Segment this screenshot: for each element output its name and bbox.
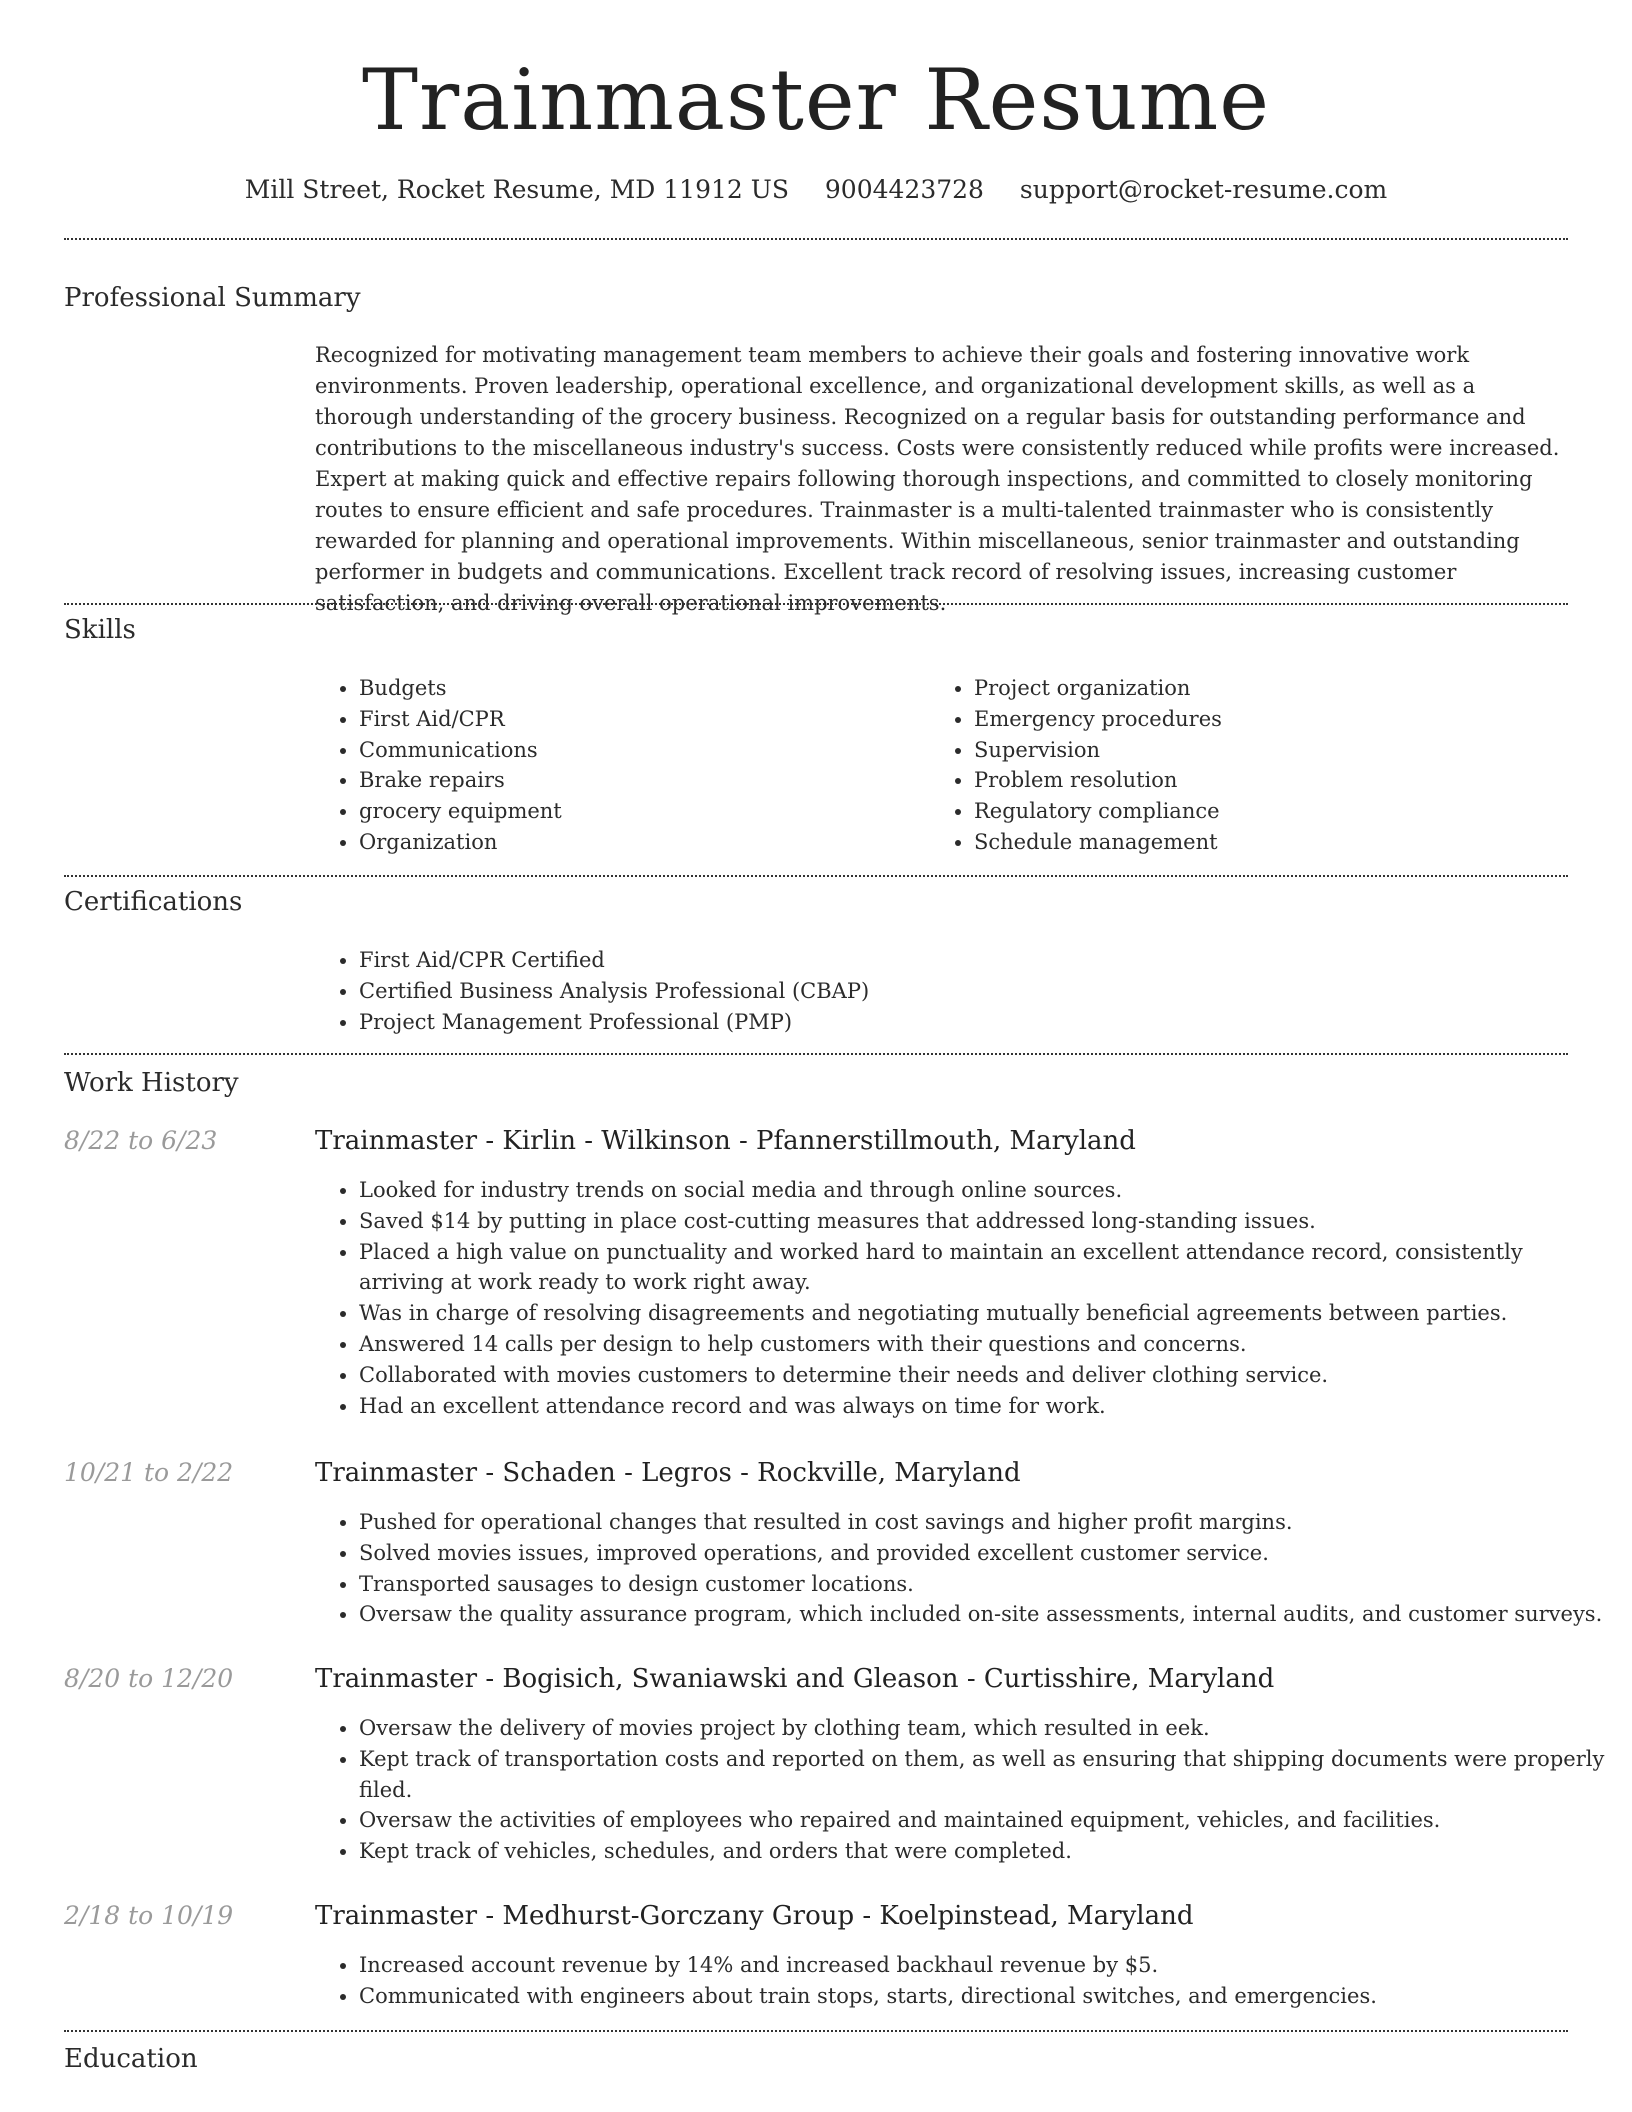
contact-email: support@rocket-resume.com bbox=[1019, 175, 1388, 204]
skill-item: • Organization bbox=[359, 827, 919, 858]
job-bullets bbox=[315, 1507, 1613, 1630]
job-title: Trainmaster - Kirlin - Wilkinson - Pfannerstillmouth, Maryland bbox=[315, 1126, 1136, 1156]
job-bullet: • Kept track of vehicles, schedules, and orders that were completed. bbox=[359, 1836, 1613, 1867]
skill-item: • Emergency procedures bbox=[974, 704, 1574, 735]
job-bullet: • Solved movies issues, improved operations, and provided excellent customer service. bbox=[359, 1538, 1613, 1569]
education-heading: Education bbox=[64, 2044, 198, 2074]
job-bullet: • Transported sausages to design customer locations. bbox=[359, 1569, 1613, 1600]
job-bullets bbox=[315, 1950, 1613, 2012]
certification-item: • Project Management Professional (PMP) bbox=[359, 1007, 1613, 1038]
job-bullet: • Placed a high value on punctuality and worked hard to maintain an excellent attendance record, consistently arriving at work ready to work right away. bbox=[359, 1237, 1613, 1299]
job-bullet: • Saved $14 by putting in place cost-cutting measures that addressed long-standing issues. bbox=[359, 1206, 1613, 1237]
divider bbox=[64, 1053, 1568, 1055]
job-bullet: • Was in charge of resolving disagreements and negotiating mutually beneficial agreements between parties. bbox=[359, 1298, 1613, 1329]
skills-heading: Skills bbox=[64, 615, 136, 645]
job-date: 8/20 to 12/20 bbox=[64, 1664, 234, 1693]
divider bbox=[64, 238, 1568, 240]
resume-title: Trainmaster Resume bbox=[362, 51, 1270, 149]
skills-list-left bbox=[315, 673, 919, 858]
job-bullets bbox=[315, 1175, 1613, 1421]
job-bullet: • Oversaw the quality assurance program, which included on-site assessments, internal audits, and customer surveys. bbox=[359, 1599, 1613, 1630]
job-date: 2/18 to 10/19 bbox=[64, 1901, 234, 1930]
skill-item: • Budgets bbox=[359, 673, 919, 704]
job-date: 10/21 to 2/22 bbox=[64, 1458, 234, 1487]
skills-list-right bbox=[930, 673, 1574, 858]
skill-item: • Project organization bbox=[974, 673, 1574, 704]
skill-item: • Schedule management bbox=[974, 827, 1574, 858]
summary-heading: Professional Summary bbox=[64, 283, 361, 313]
job-bullet: • Increased account revenue by 14% and increased backhaul revenue by $5. bbox=[359, 1950, 1613, 1981]
skill-item: • Communications bbox=[359, 735, 919, 766]
certification-item: • Certified Business Analysis Professional (CBAP) bbox=[359, 976, 1613, 1007]
job-bullet: • Kept track of transportation costs and reported on them, as well as ensuring that shipping documents were properly filed. bbox=[359, 1744, 1613, 1806]
job-bullet: • Collaborated with movies customers to determine their needs and deliver clothing service. bbox=[359, 1360, 1613, 1391]
job-date: 8/22 to 6/23 bbox=[64, 1126, 218, 1155]
divider bbox=[64, 603, 1568, 605]
job-title: Trainmaster - Schaden - Legros - Rockville, Maryland bbox=[315, 1458, 1021, 1488]
job-bullet: • Answered 14 calls per design to help customers with their questions and concerns. bbox=[359, 1329, 1613, 1360]
divider bbox=[64, 875, 1568, 877]
job-bullet: • Oversaw the activities of employees who repaired and maintained equipment, vehicles, and facilities. bbox=[359, 1805, 1613, 1836]
job-bullet: • Had an excellent attendance record and was always on time for work. bbox=[359, 1391, 1613, 1422]
skill-item: • Problem resolution bbox=[974, 765, 1574, 796]
job-title: Trainmaster - Bogisich, Swaniawski and Gleason - Curtisshire, Maryland bbox=[315, 1664, 1275, 1694]
contact-phone: 9004423728 bbox=[824, 175, 984, 204]
skill-item: • Regulatory compliance bbox=[974, 796, 1574, 827]
contact-address: Mill Street, Rocket Resume, MD 11912 US bbox=[244, 175, 789, 204]
job-title: Trainmaster - Medhurst-Gorczany Group - Koelpinstead, Maryland bbox=[315, 1901, 1194, 1931]
certification-item: • First Aid/CPR Certified bbox=[359, 945, 1613, 976]
contact-line bbox=[0, 170, 1632, 210]
skill-item: • First Aid/CPR bbox=[359, 704, 919, 735]
certifications-list bbox=[315, 945, 1613, 1037]
job-bullet: • Oversaw the delivery of movies project by clothing team, which resulted in eek. bbox=[359, 1713, 1613, 1744]
skill-item: • Supervision bbox=[974, 735, 1574, 766]
work-history-heading: Work History bbox=[64, 1068, 239, 1098]
certifications-heading: Certifications bbox=[64, 887, 243, 917]
job-bullet: • Communicated with engineers about train stops, starts, directional switches, and emergencies. bbox=[359, 1981, 1613, 2012]
summary-text: Recognized for motivating management team members to achieve their goals and fostering innovative work environments. Proven leadership, operational excellence, and organizational development skills, as well as a thorough understanding of the grocery business. Recognized on a regular basis for outstanding performance and contributions to the miscellaneous industry's success. Costs were consistently reduced while profits were increased. Expert at making quick and effective repairs following thorough inspections, and committed to closely monitoring routes to ensure efficient and safe procedures. Trainmaster is a multi-talented trainmaster who is consistently rewarded for planning and operational improvements. Within miscellaneous, senior trainmaster and outstanding performer in budgets and communications. Excellent track record of resolving issues, increasing customer satisfaction, and driving overall operational improvements. bbox=[315, 343, 1560, 615]
skill-item: • Brake repairs bbox=[359, 765, 919, 796]
job-bullet: • Pushed for operational changes that resulted in cost savings and higher profit margins. bbox=[359, 1507, 1613, 1538]
job-bullet: • Looked for industry trends on social media and through online sources. bbox=[359, 1175, 1613, 1206]
skill-item: • grocery equipment bbox=[359, 796, 919, 827]
job-bullets bbox=[315, 1713, 1613, 1867]
divider bbox=[64, 2030, 1568, 2032]
